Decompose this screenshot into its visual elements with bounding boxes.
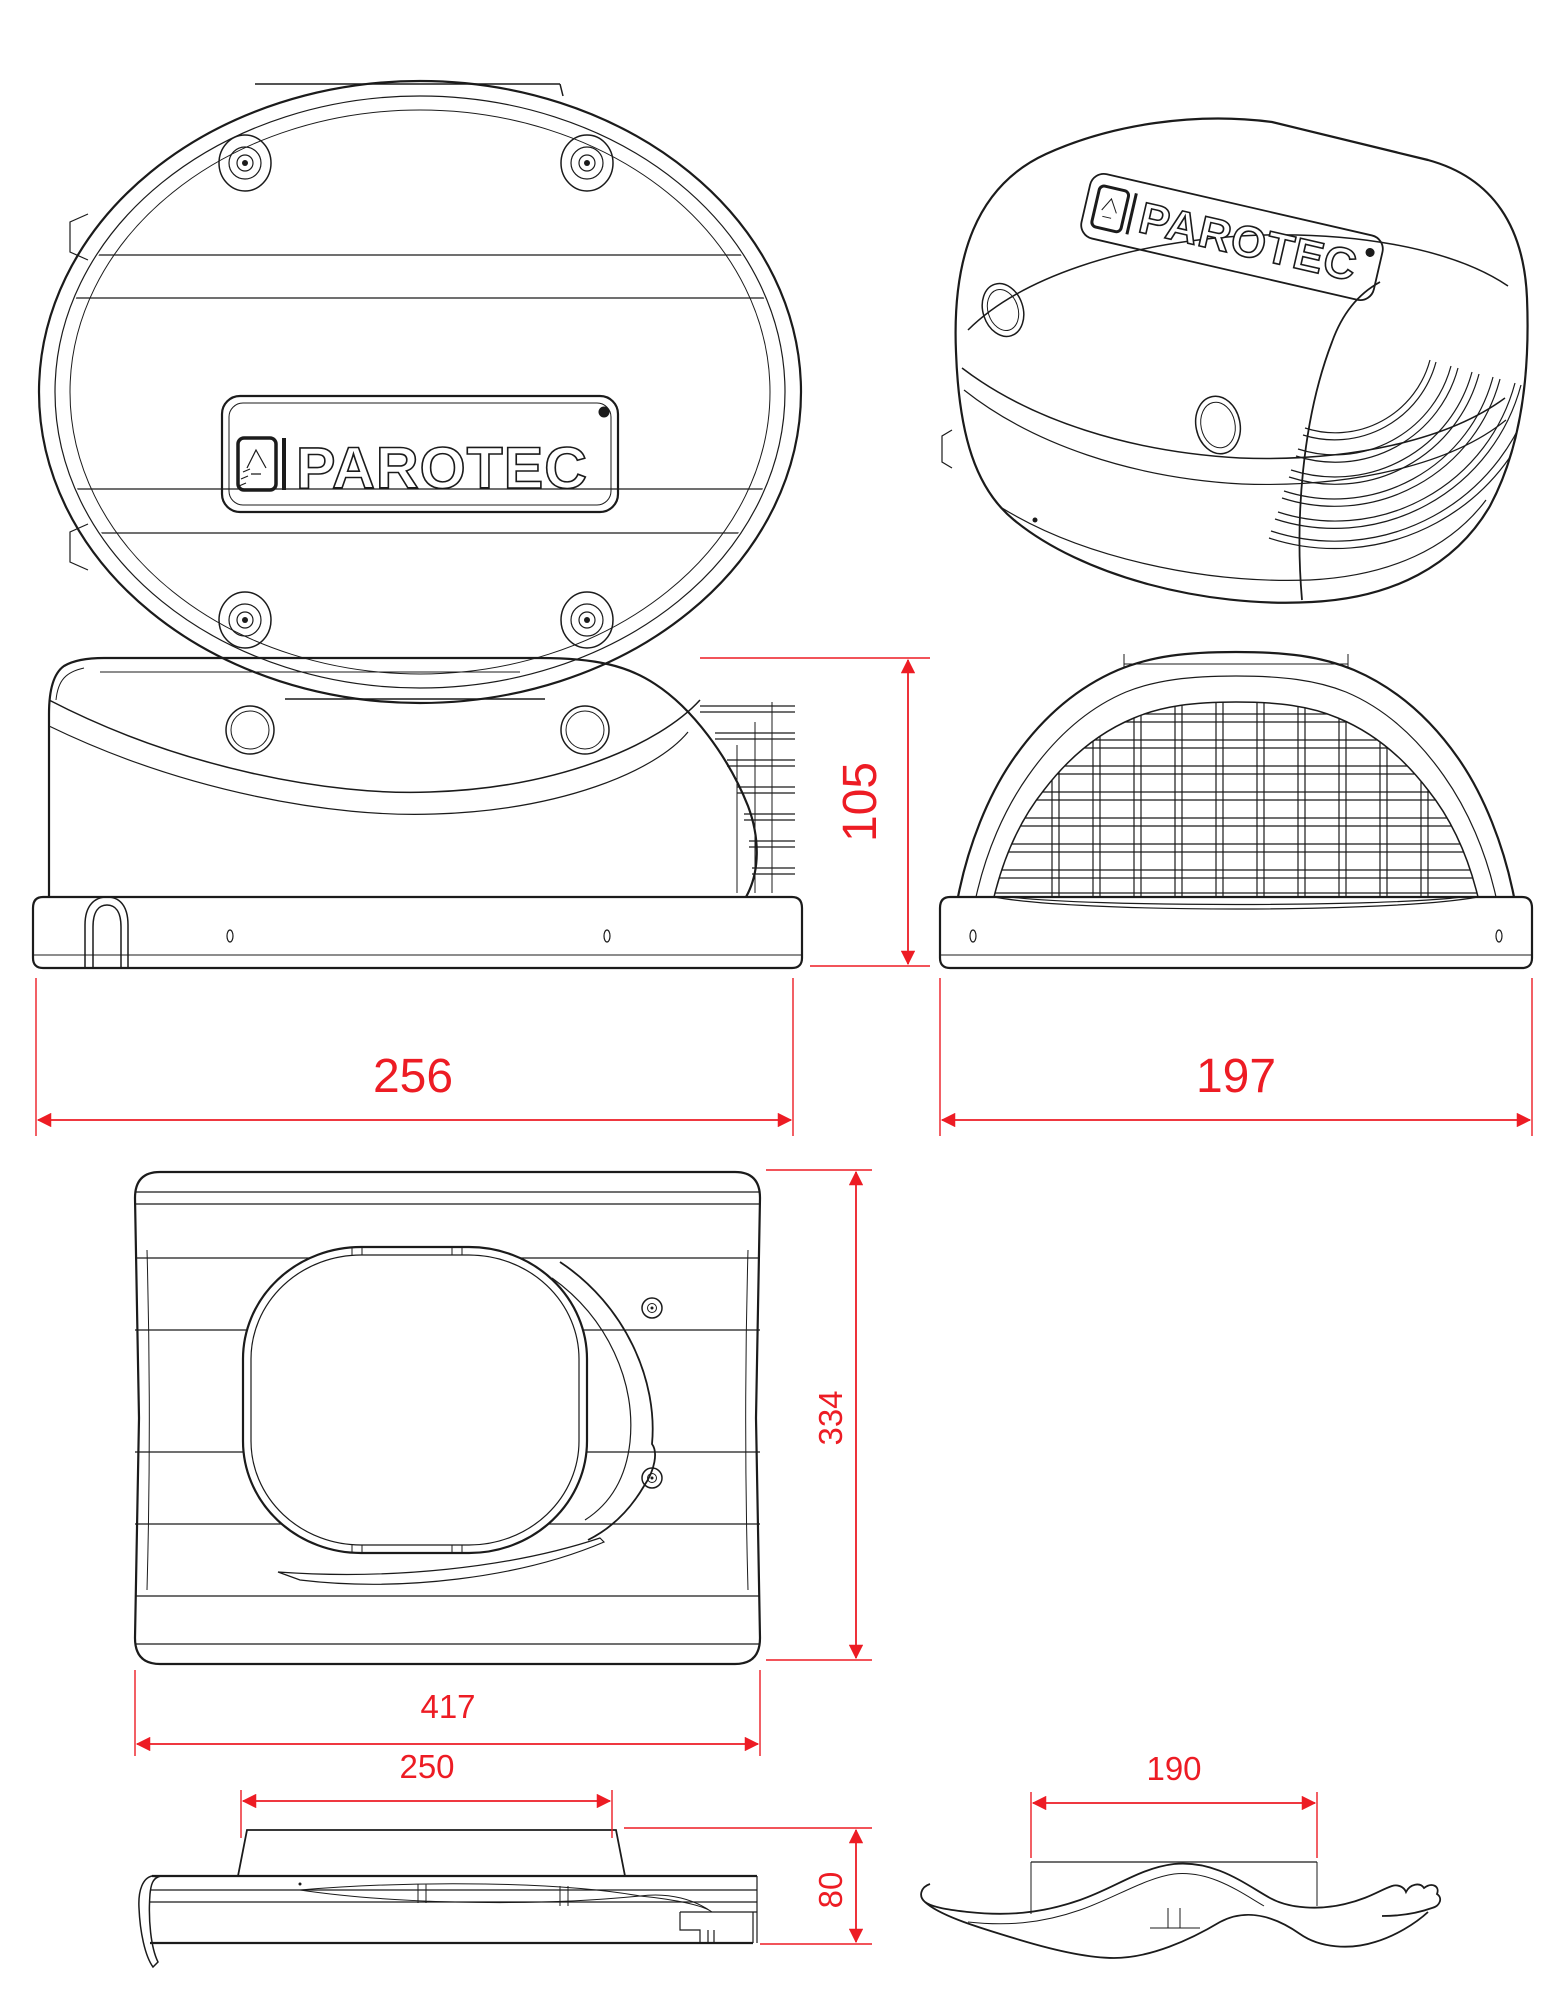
side-base-plate bbox=[33, 897, 802, 968]
screw-hole bbox=[561, 135, 613, 191]
dimension-value: 417 bbox=[420, 1688, 476, 1725]
dimension-197 bbox=[940, 978, 1532, 1136]
vent-hole bbox=[226, 706, 274, 754]
dimension-250 bbox=[241, 1748, 612, 1838]
screw-hole bbox=[642, 1298, 662, 1318]
view-plate-profile bbox=[139, 1830, 757, 1967]
top-flat-edges bbox=[255, 84, 563, 699]
dimension-value: 250 bbox=[399, 1748, 455, 1785]
screw-hole bbox=[219, 592, 271, 648]
view-perspective bbox=[942, 119, 1541, 603]
dimension-256 bbox=[36, 978, 793, 1136]
louver-panel-edge bbox=[1300, 282, 1380, 600]
grille-mesh-horizontal-slats bbox=[980, 714, 1492, 901]
top-mid-rim bbox=[55, 96, 785, 688]
plate-opening bbox=[243, 1247, 587, 1553]
view-side-elevation bbox=[33, 658, 802, 968]
dimension-190 bbox=[1031, 1750, 1317, 1858]
tile-inner-line bbox=[968, 1874, 1264, 1924]
registered-mark-dot bbox=[1365, 247, 1376, 258]
registered-mark-dot bbox=[599, 407, 610, 418]
upstand-profile bbox=[238, 1830, 625, 1876]
view-base-plate-plan bbox=[135, 1172, 760, 1664]
top-inner-rim bbox=[70, 110, 770, 674]
perspective-mid-band bbox=[962, 368, 1505, 458]
screw-hole bbox=[219, 135, 271, 191]
view-front-elevation bbox=[940, 652, 1532, 968]
extension-lines bbox=[1031, 1792, 1317, 1858]
dimension-334 bbox=[766, 1170, 872, 1660]
top-outer-rim bbox=[39, 81, 801, 703]
vent-hole bbox=[561, 706, 609, 754]
profile-plate-edges bbox=[150, 1876, 757, 1943]
profile-pilot-dot bbox=[299, 1883, 302, 1886]
parotec-logo-icon bbox=[1091, 185, 1130, 233]
grille-mesh bbox=[980, 700, 1492, 910]
side-clip-tabs bbox=[70, 214, 88, 570]
dimension-value: 105 bbox=[834, 761, 887, 843]
dimension-80 bbox=[624, 1828, 872, 1944]
vent-hole bbox=[976, 278, 1031, 342]
front-base-plate bbox=[940, 897, 1532, 968]
louver-slats bbox=[1269, 360, 1541, 549]
dimension-value: 197 bbox=[1195, 1050, 1277, 1103]
side-louver-slats bbox=[700, 702, 795, 893]
parotec-logo-icon-glyph bbox=[239, 450, 266, 486]
view-top-plan bbox=[39, 81, 801, 703]
tile-bottom-outline bbox=[925, 1902, 1428, 1958]
tile-top-outline bbox=[921, 1864, 1440, 1916]
front-arch-outer bbox=[976, 676, 1496, 897]
vent-hole bbox=[1190, 392, 1245, 458]
tile-detail-ticks bbox=[1031, 1862, 1317, 1928]
dimension-value: 256 bbox=[372, 1050, 454, 1103]
profile-right-bracket bbox=[680, 1876, 757, 1943]
parotec-logo-icon bbox=[238, 438, 276, 490]
brand-name-text: PAROTEC bbox=[296, 436, 588, 501]
dimension-value: 80 bbox=[812, 1871, 849, 1909]
perspective-pilot-dot bbox=[1033, 518, 1038, 523]
perspective-side-tab bbox=[942, 430, 952, 468]
profile-corrugation-lines bbox=[149, 1890, 757, 1902]
view-tile-profile bbox=[921, 1862, 1440, 1958]
profile-opening-lens bbox=[300, 1884, 712, 1912]
side-body-outline bbox=[49, 658, 757, 897]
logo-badge bbox=[222, 396, 618, 512]
front-top-cap-lines bbox=[1124, 654, 1348, 668]
perspective-body bbox=[956, 119, 1528, 603]
side-scoop-lower bbox=[49, 726, 688, 814]
dimension-417 bbox=[135, 1670, 760, 1756]
dimension-value: 334 bbox=[812, 1390, 849, 1446]
dimension-value: 190 bbox=[1146, 1750, 1202, 1787]
brand-name-text: PAROTEC bbox=[1134, 193, 1359, 291]
parotec-logo-icon-glyph bbox=[1100, 197, 1119, 219]
